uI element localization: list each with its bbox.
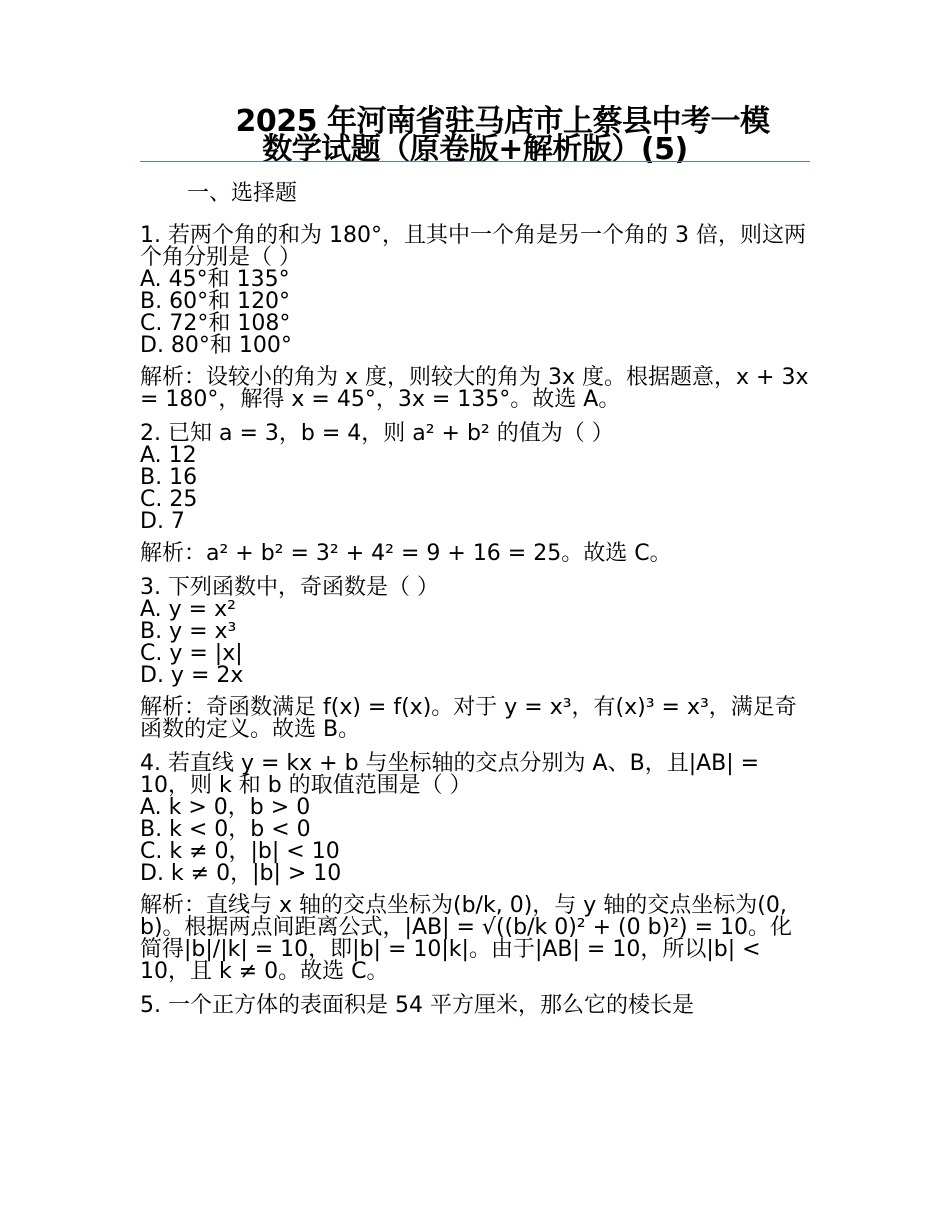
document-title bbox=[140, 104, 810, 167]
option-d: D. k ≠ 0，|b| > 10 bbox=[140, 861, 342, 886]
option-a: A. k > 0，b > 0 bbox=[140, 795, 311, 820]
title-line-2: 数学试题（原卷版+解析版）(5) bbox=[262, 132, 688, 167]
option-c: C. 72°和 108° bbox=[140, 311, 291, 336]
question-4 bbox=[140, 753, 812, 885]
option-d: D. 7 bbox=[140, 509, 185, 534]
question-1 bbox=[140, 225, 812, 357]
option-a: A. 45°和 135° bbox=[140, 267, 290, 292]
option-c: C. 25 bbox=[140, 487, 198, 512]
option-c: C. k ≠ 0，|b| < 10 bbox=[140, 839, 340, 864]
question-2 bbox=[140, 423, 812, 533]
option-d: D. 80°和 100° bbox=[140, 333, 292, 358]
option-b: B. 16 bbox=[140, 465, 198, 490]
option-a: A. 12 bbox=[140, 443, 197, 468]
question-5-text: 5. 一个正方体的表面积是 54 平方厘米，那么它的棱长是 bbox=[140, 993, 694, 1018]
question-3 bbox=[140, 577, 812, 687]
option-d: D. y = 2x bbox=[140, 663, 244, 688]
option-b: B. k < 0，b < 0 bbox=[140, 817, 311, 842]
option-b: B. 60°和 120° bbox=[140, 289, 291, 314]
analysis-3: 解析：奇函数满足 f(x) = f(x)。对于 y = x³，有(x)³ = x³，满足奇函数的定义。故选 B。 bbox=[140, 695, 797, 742]
question-text: 4. 若直线 y = kx + b 与坐标轴的交点分别为 A、B，且|AB| = 10，则 k 和 b 的取值范围是（ ） bbox=[140, 751, 760, 798]
analysis-2: 解析：a² + b² = 3² + 4² = 9 + 16 = 25。故选 C。 bbox=[140, 541, 672, 566]
title-underline bbox=[140, 161, 810, 162]
question-text: 3. 下列函数中，奇函数是（ ） bbox=[140, 575, 439, 600]
analysis-1: 解析：设较小的角为 x 度，则较大的角为 3x 度。根据题意，x + 3x = 180°，解得 x = 45°，3x = 135°。故选 A。 bbox=[140, 365, 809, 412]
option-a: A. y = x² bbox=[140, 597, 236, 622]
option-b: B. y = x³ bbox=[140, 619, 237, 644]
question-text: 2. 已知 a = 3，b = 4，则 a² + b² 的值为（ ） bbox=[140, 421, 614, 446]
question-text: 1. 若两个角的和为 180°，且其中一个角是另一个角的 3 倍，则这两个角分别是（ ） bbox=[140, 223, 806, 270]
analysis-4: 解析：直线与 x 轴的交点坐标为(b/k, 0)，与 y 轴的交点坐标为(0, b)。根据两点间距离公式，|AB| = √((b/k 0)² + (0 b)²) = 10。化简得|b|/|k| = 10，即|b| = 10|k|。由于|AB| = 10，所以|b| < 10，且 k ≠ 0。故选 C。 bbox=[140, 893, 792, 984]
question-list bbox=[140, 225, 812, 1017]
option-c: C. y = |x| bbox=[140, 641, 243, 666]
title-line-1: 2025 年河南省驻马店市上蔡县中考一模 bbox=[235, 104, 770, 139]
section-heading: 一、选择题 bbox=[187, 181, 298, 206]
